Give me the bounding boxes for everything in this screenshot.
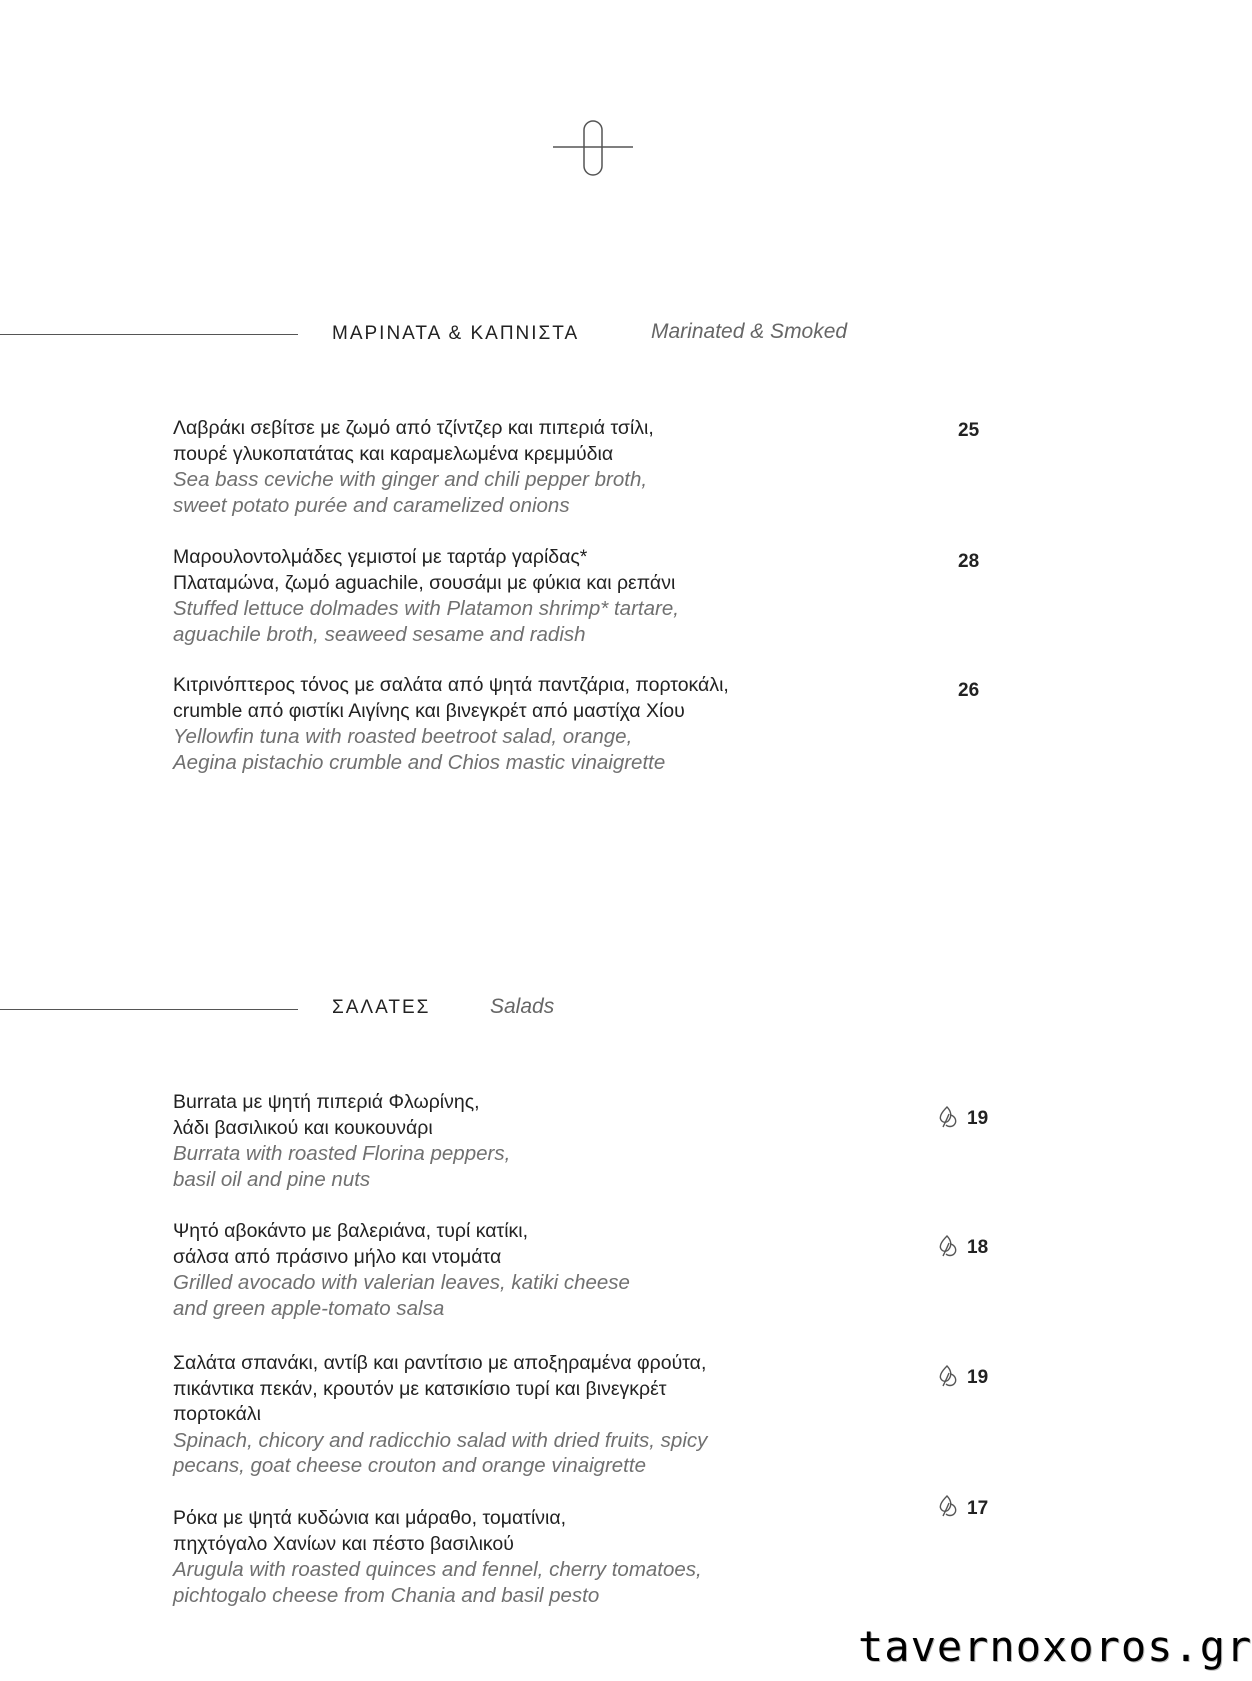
item-greek-line: Πλαταμώνα, ζωμό aguachile, σουσάμι με φύκια και ρεπάνι — [173, 571, 676, 594]
item-english-line: Burrata with roasted Florina peppers, — [173, 1142, 511, 1165]
item-greek-line: crumble από φιστίκι Αιγίνης και βινεγκρέτ από μαστίχα Χίου — [173, 699, 685, 722]
menu-item — [173, 1351, 813, 1479]
item-english-line: pichtogalo cheese from Chania and basil pesto — [173, 1583, 600, 1607]
menu-item — [173, 545, 813, 647]
item-english-line: sweet potato purée and caramelized onions — [173, 493, 570, 517]
item-price: 19 — [967, 1367, 989, 1388]
vegetarian-leaf-icon — [935, 1364, 959, 1388]
item-greek-line: Ρόκα με ψητά κυδώνια και μάραθο, τοματίνια, — [173, 1507, 567, 1529]
menu-item — [173, 1506, 813, 1608]
vegetarian-leaf-icon — [935, 1234, 959, 1258]
item-english-line: and green apple-tomato salsa — [173, 1296, 445, 1320]
item-greek-line: πουρέ γλυκοπατάτας και καραμελωμένα κρεμμύδια — [173, 442, 614, 465]
item-greek-line: σάλσα από πράσινο μήλο και ντομάτα — [173, 1245, 502, 1268]
section-title-english: Marinated & Smoked — [651, 320, 848, 343]
item-english-line: Yellowfin tuna with roasted beetroot salad, orange, — [173, 725, 633, 748]
item-price: 18 — [967, 1237, 989, 1258]
restaurant-logo-icon — [553, 118, 633, 180]
item-greek-line: πικάντικα πεκάν, κρουτόν με κατσικίσιο τυρί και βινεγκρέτ — [173, 1377, 667, 1400]
section-divider-rule — [0, 334, 298, 335]
item-english-line: pecans, goat cheese crouton and orange vinaigrette — [173, 1454, 646, 1477]
item-price: 28 — [958, 551, 980, 572]
item-greek-line: πηχτόγαλο Χανίων και πέστο βασιλικού — [173, 1532, 514, 1555]
item-english-line: Sea bass ceviche with ginger and chili pepper broth, — [173, 468, 648, 491]
item-greek-line: Σαλάτα σπανάκι, αντίβ και ραντίτσιο με αποξηραμένα φρούτα, — [173, 1352, 707, 1374]
section-title-greek: ΣΑΛΑΤΕΣ — [332, 997, 431, 1018]
section-title-greek: ΜΑΡΙΝΑΤΑ & ΚΑΠΝΙΣΤΑ — [332, 323, 580, 344]
item-price: 17 — [967, 1498, 989, 1519]
vegetarian-leaf-icon — [935, 1105, 959, 1129]
vegetarian-leaf-icon — [935, 1494, 959, 1518]
item-greek-line: Μαρουλοντολμάδες γεμιστοί με ταρτάρ γαρίδας* — [173, 546, 588, 568]
item-price: 26 — [958, 680, 980, 701]
section-title-english: Salads — [490, 995, 555, 1018]
item-greek-line: Κιτρινόπτερος τόνος με σαλάτα από ψητά παντζάρια, πορτοκάλι, — [173, 674, 729, 696]
item-english-line: Spinach, chicory and radicchio salad with dried fruits, spicy — [173, 1428, 708, 1452]
item-english-line: basil oil and pine nuts — [173, 1167, 371, 1191]
item-english-line: Stuffed lettuce dolmades with Platamon shrimp* tartare, — [173, 597, 679, 620]
item-english-line: aguachile broth, seaweed sesame and radish — [173, 622, 586, 646]
item-price: 19 — [967, 1108, 989, 1129]
menu-item — [173, 1090, 813, 1192]
menu-item — [173, 673, 813, 775]
item-greek-line: Ψητό αβοκάντο με βαλεριάνα, τυρί κατίκι, — [173, 1220, 529, 1242]
menu-item — [173, 416, 813, 518]
item-price: 25 — [958, 420, 980, 441]
site-watermark: tavernoxoros.gr — [858, 1622, 1252, 1671]
item-greek-line: Λαβράκι σεβίτσε με ζωμό από τζίντζερ και πιπεριά τσίλι, — [173, 417, 654, 439]
menu-item — [173, 1219, 813, 1321]
section-divider-rule — [0, 1009, 298, 1010]
item-english-line: Grilled avocado with valerian leaves, katiki cheese — [173, 1271, 630, 1294]
item-english-line: Arugula with roasted quinces and fennel, cherry tomatoes, — [173, 1558, 702, 1581]
item-greek-line: πορτοκάλι — [173, 1403, 261, 1425]
item-english-line: Aegina pistachio crumble and Chios mastic vinaigrette — [173, 750, 666, 774]
item-greek-line: Burrata με ψητή πιπεριά Φλωρίνης, — [173, 1091, 480, 1113]
item-greek-line: λάδι βασιλικού και κουκουνάρι — [173, 1116, 433, 1139]
